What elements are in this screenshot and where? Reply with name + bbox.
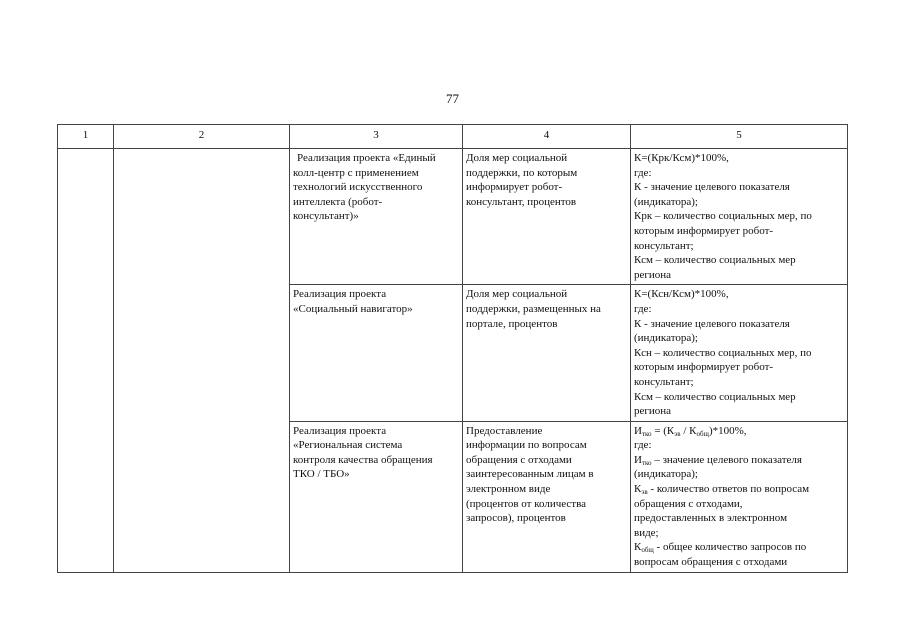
formula-cell [631, 149, 848, 285]
indicator-line: Предоставление [466, 424, 543, 437]
project-line: Реализация проекта [293, 424, 387, 437]
indicator-line: Доля мер социальной [466, 288, 568, 301]
indicator-line: Доля мер социальной [466, 152, 568, 164]
formula-line: региона [634, 268, 672, 281]
formula-subscript: тко [641, 429, 652, 438]
formula-subscript: эв [641, 488, 648, 497]
formula-line: Ксн – количество социальных мер, по [634, 346, 812, 359]
formula-line [634, 540, 844, 555]
formula-subscript: тко [641, 458, 652, 467]
project-line: интеллекта (робот- [293, 195, 383, 208]
column-number-1: 1 [58, 125, 114, 149]
formula-cell [631, 285, 848, 421]
formula-line: Крк – количество социальных мер, по [634, 210, 812, 223]
project-line: Реализация проекта [293, 288, 387, 301]
indicator-line: информирует робот- [466, 181, 563, 194]
indicator-line: портале, процентов [466, 317, 558, 330]
project-line: «Региональная система [293, 439, 403, 452]
formula-line: (индикатора); [634, 468, 698, 481]
indicators-table [57, 124, 848, 573]
project-cell [290, 421, 463, 572]
formula-subscript: общ [696, 429, 709, 438]
project-line: Реализация проекта «Единый [297, 152, 436, 164]
formula-line: обращения с отходами, [634, 497, 743, 510]
formula-subscript: эв [674, 429, 681, 438]
formula-line [634, 424, 844, 439]
page-number: 77 [446, 91, 459, 106]
indicator-cell [463, 149, 631, 285]
project-line: ТКО / ТБО» [293, 468, 350, 481]
formula-line: К=(Крк/Ксм)*100%, [634, 152, 729, 164]
formula-text: И [634, 424, 642, 437]
formula-text: )*100%, [708, 424, 747, 437]
formula-text: - общее количество запросов по [653, 541, 807, 554]
formula-line: (индикатора); [634, 332, 698, 345]
formula-line [634, 482, 844, 497]
indicator-line: (процентов от количества [466, 497, 587, 510]
column-number-4: 4 [463, 125, 631, 149]
indicator-line: заинтересованным лицам в [466, 468, 594, 481]
formula-line [634, 453, 844, 468]
indicator-line: информации по вопросам [466, 439, 587, 452]
project-cell [290, 149, 463, 285]
column-number-3: 3 [290, 125, 463, 149]
table-row [58, 149, 848, 285]
formula-cell [631, 421, 848, 572]
formula-line: консультант; [634, 239, 694, 252]
formula-line: которым информирует робот- [634, 224, 774, 237]
formula-line: где: [634, 302, 652, 315]
formula-subscript: общ [641, 546, 654, 555]
empty-cell-col2 [114, 149, 290, 573]
indicator-cell [463, 285, 631, 421]
formula-line: предоставленных в электронном [634, 512, 788, 525]
formula-line: К - значение целевого показателя [634, 317, 790, 330]
formula-line: (индикатора); [634, 195, 698, 208]
formula-line: К=(Ксн/Ксм)*100%, [634, 288, 729, 301]
project-line: контроля качества обращения [293, 453, 433, 466]
formula-line: которым информирует робот- [634, 361, 774, 374]
formula-line: региона [634, 405, 672, 418]
formula-line: виде; [634, 526, 659, 539]
project-line: технологий искусственного [293, 181, 423, 194]
project-cell [290, 285, 463, 421]
formula-text: К [634, 541, 642, 554]
formula-text: К [634, 483, 642, 496]
formula-text: И [634, 453, 642, 466]
indicator-line: консультант, процентов [466, 195, 577, 208]
formula-line: где: [634, 166, 652, 179]
formula-line: Ксм – количество социальных мер [634, 390, 796, 403]
indicator-line: поддержки, размещенных на [466, 302, 601, 315]
project-line: «Социальный навигатор» [293, 302, 413, 315]
project-line: колл-центр с применением [293, 166, 419, 179]
column-number-row [58, 125, 848, 149]
empty-cell-col1 [58, 149, 114, 573]
formula-text: / К [680, 424, 697, 437]
formula-line: К - значение целевого показателя [634, 181, 790, 194]
column-number-5: 5 [631, 125, 848, 149]
formula-line: где: [634, 439, 652, 452]
column-number-2: 2 [114, 125, 290, 149]
indicator-line: электронном виде [466, 483, 551, 496]
formula-line: вопросам обращения с отходами [634, 556, 788, 569]
project-line: консультант)» [293, 210, 359, 223]
formula-text: - количество ответов по вопросам [647, 483, 810, 496]
formula-text: = (К [651, 424, 675, 437]
indicator-line: поддержки, по которым [466, 166, 578, 179]
formula-line: Ксм – количество социальных мер [634, 254, 796, 267]
indicator-line: запросов), процентов [466, 512, 566, 525]
indicator-cell [463, 421, 631, 572]
formula-text: – значение целевого показателя [651, 453, 802, 466]
formula-line: консультант; [634, 375, 694, 388]
indicator-line: обращения с отходами [466, 453, 572, 466]
